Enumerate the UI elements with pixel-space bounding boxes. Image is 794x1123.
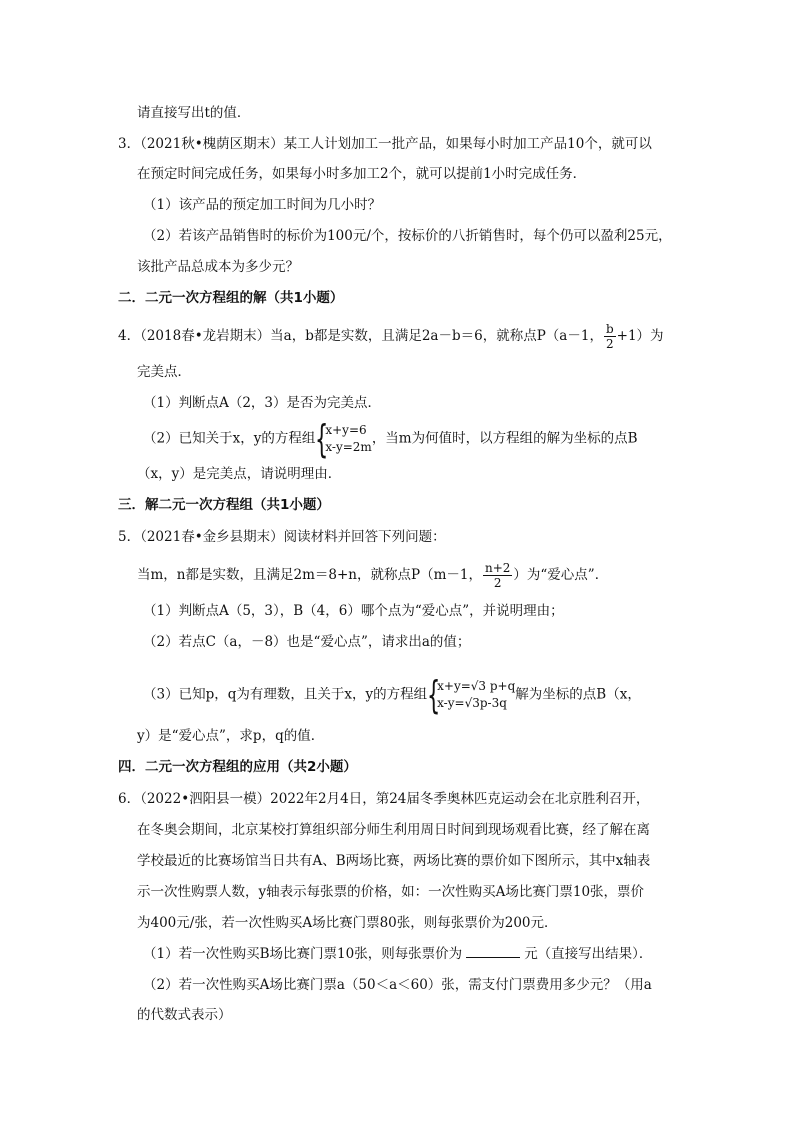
question-5-text-c: （3）已知p，q为有理数，且关于x，y的方程组 (143, 686, 428, 703)
question-6-line-4: 示一次性购票人数，y轴表示每张票的价格，如：一次性购买A场比赛门票10张，票价 (137, 884, 645, 900)
fraction (604, 322, 616, 351)
equation-row: x-y=√3p-3q (437, 696, 507, 710)
question-4-text-b: +1）为 (616, 328, 664, 344)
question-5-line-6: y）是“爱心点”，求p，q的值． (137, 728, 325, 744)
question-5-text-a: 当m，n都是实数，且满足2m＝8+n，就称点P（m－1， (137, 567, 482, 583)
equation-system (427, 673, 516, 717)
question-3-part-1: （1）该产品的预定加工时间为几小时？ (143, 197, 382, 213)
question-6-line-5: 为400元/张，若一次性购买A场比赛门票80张，则每张票价为200元． (137, 915, 558, 931)
question-6-text-a: （1）若一次性购买B场比赛门票10张，则每张票价为 (143, 946, 463, 962)
question-4-part-1: （1）判断点A（2，3）是否为完美点． (143, 395, 382, 411)
equation-row: x-y=2m (325, 440, 372, 454)
question-5-part-1: （1）判断点A（5，3），B（4，6）哪个点为“爱心点”，并说明理由； (143, 603, 564, 619)
question-6-line-8: 的代数式表示） (137, 1007, 232, 1023)
question-4-text-a: 4．（2018春•龙岩期末）当a，b都是实数，且满足2a－b＝6，就称点P（a－1， (118, 328, 603, 344)
section-heading-4: 四．二元一次方程组的应用（共2小题） (118, 759, 357, 775)
question-4-line-5: （x，y）是完美点，请说明理由． (137, 466, 342, 482)
fraction-numerator: n+2 (484, 561, 511, 575)
section-heading-2: 二．二元一次方程组的解（共1小题） (118, 290, 344, 306)
fraction-denominator: 2 (605, 337, 614, 351)
question-4-text-c: （2）已知关于x，y的方程组 (143, 430, 316, 447)
fraction-numerator: b (605, 322, 614, 336)
question-6-text-b: 元（直接写出结果）． (524, 946, 653, 962)
section-heading-3: 三．解二元一次方程组（共1小题） (118, 497, 330, 513)
question-6-line-3: 学校最近的比赛场馆当日共有A、B两场比赛，两场比赛的票价如下图所示，其中x轴表 (137, 853, 651, 869)
question-3-line-1: 3．（2021秋•槐荫区期末）某工人计划加工一批产品，如果每小时加工产品10个，就可以 (118, 136, 652, 152)
text-line: 请直接写出t的值． (137, 105, 251, 121)
question-3-part-2: （2）若该产品销售时的标价为100元/个，按标价的八折销售时，每个仍可以盈利25元， (143, 228, 672, 244)
question-3-line-2: 在预定时间完成任务，如果每小时多加工2个，就可以提前1小时完成任务． (137, 166, 587, 182)
answer-blank[interactable] (466, 945, 520, 958)
equation-system (315, 417, 372, 461)
brace-icon: { (315, 417, 329, 461)
question-4-text-d: ，当m为何值时，以方程组的解为坐标的点B (371, 430, 638, 447)
question-4-part-2 (143, 417, 638, 461)
question-5-part-2: （2）若点C（a，－8）也是“爱心点”，请求出a的值； (143, 634, 471, 650)
question-6-line-2: 在冬奥会期间，北京某校打算组织部分师生利用周日时间到现场观看比赛，经了解在离 (137, 822, 650, 838)
question-5-part-3 (143, 673, 641, 717)
question-6-line-1: 6．（2022•泗阳县一模）2022年2月4日，第24届冬季奥林匹克运动会在北京胜利召开， (118, 791, 650, 807)
fraction (483, 561, 512, 590)
question-5-line-2 (137, 561, 608, 590)
brace-icon: { (427, 673, 441, 717)
question-4-line-2: 完美点． (137, 364, 191, 380)
question-6-part-2: （2）若一次性购买A场比赛门票a（50＜a＜60）张，需支付门票费用多少元？（用a (143, 977, 652, 993)
question-5-text-b: ）为“爱心点”． (513, 567, 609, 583)
question-5-line-1: 5．（2021春•金乡县期末）阅读材料并回答下列问题： (118, 529, 446, 545)
fraction-denominator: 2 (493, 576, 502, 590)
equation-row: x+y=√3 p+q (437, 679, 516, 693)
question-5-text-d: 解为坐标的点B（x， (515, 686, 641, 703)
question-4-line-1 (118, 322, 664, 351)
question-6-part-1 (143, 944, 652, 964)
equation-row: x+y=6 (325, 423, 367, 437)
question-3-line-5: 该批产品总成本为多少元？ (137, 259, 299, 275)
